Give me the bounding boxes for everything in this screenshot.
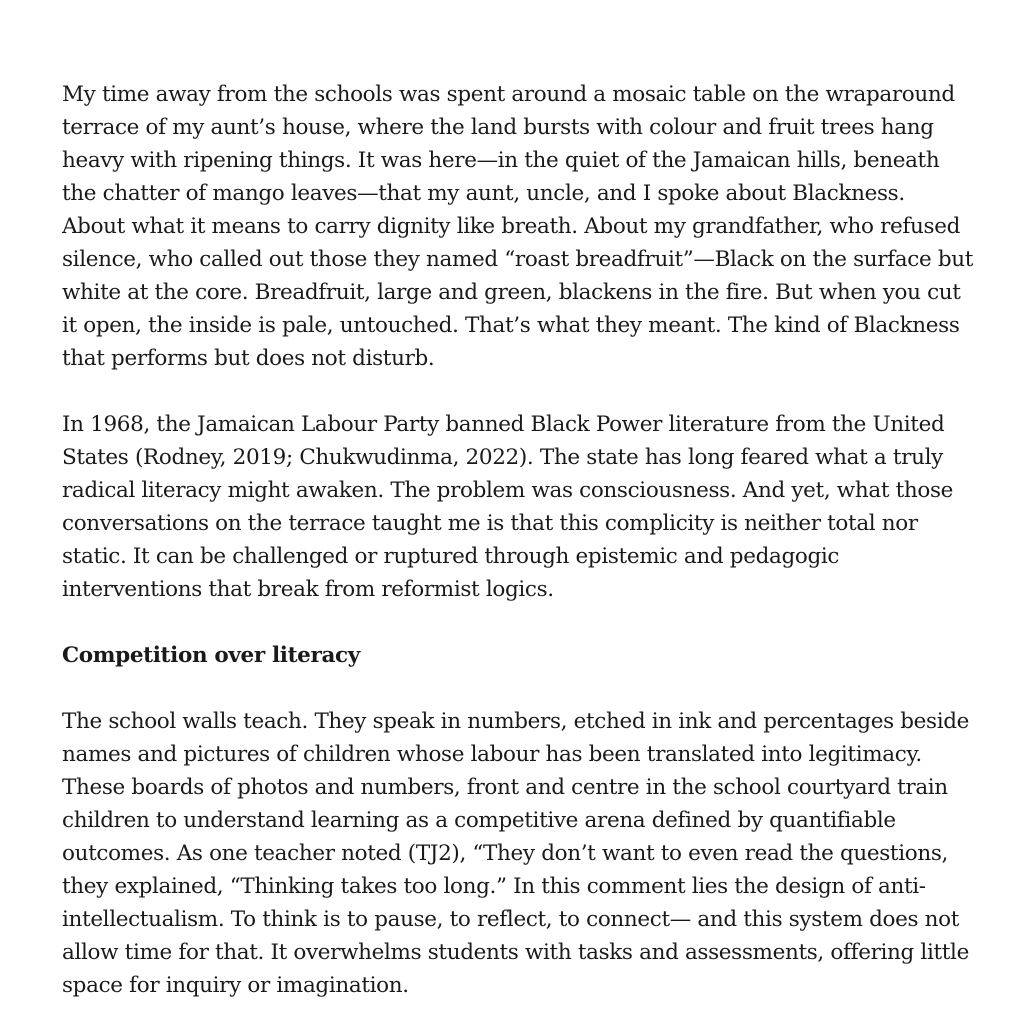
paragraph-school-walls: The school walls teach. They speak in numbers, etched in ink and percentages beside names and pictures of children whose labour has been translated into legitimacy. These boards of photos and numbers, front and centre in the school courtyard train children to understand learning as a competitive arena defined by quantifiable outcomes. As one teacher noted (TJ2), “They don’t want to even read the questions, they explained, “Thinking takes too long.” In this comment lies the design of anti-intellectualism. To think is to pause, to reflect, to connect— and this system does not allow time for that. It overwhelms students with tasks and assessments, offering little space for inquiry or imagination.: [62, 709, 970, 998]
paragraph-terrace: My time away from the schools was spent around a mosaic table on the wraparound terrace of my aunt’s house, where the land bursts with colour and fruit trees hang heavy with ripening things. It was here—in the quiet of the Jamaican hills, beneath the chatter of mango leaves—that my aunt, uncle, and I spoke about Blackness. About what it means to carry dignity like breath. About my grandfather, who refused silence, who called out those they named “roast breadfruit”—Black on the surface but white at the core. Breadfruit, large and green, blackens in the fire. But when you cut it open, the inside is pale, untouched. That’s what they meant. The kind of Blackness that performs but does not disturb.: [62, 82, 974, 371]
section-heading: Competition over literacy: [62, 643, 360, 668]
paragraph-black-power-ban: In 1968, the Jamaican Labour Party banned Black Power literature from the United States (Rodney, 2019; Chukwudinma, 2022). The state has long feared what a truly radical literacy might awaken. The problem was consciousness. And yet, what those conversations on the terrace taught me is that this complicity is neither total nor static. It can be challenged or ruptured through epistemic and pedagogic interventions that break from reformist logics.: [62, 412, 954, 602]
article-body: [62, 78, 974, 1035]
